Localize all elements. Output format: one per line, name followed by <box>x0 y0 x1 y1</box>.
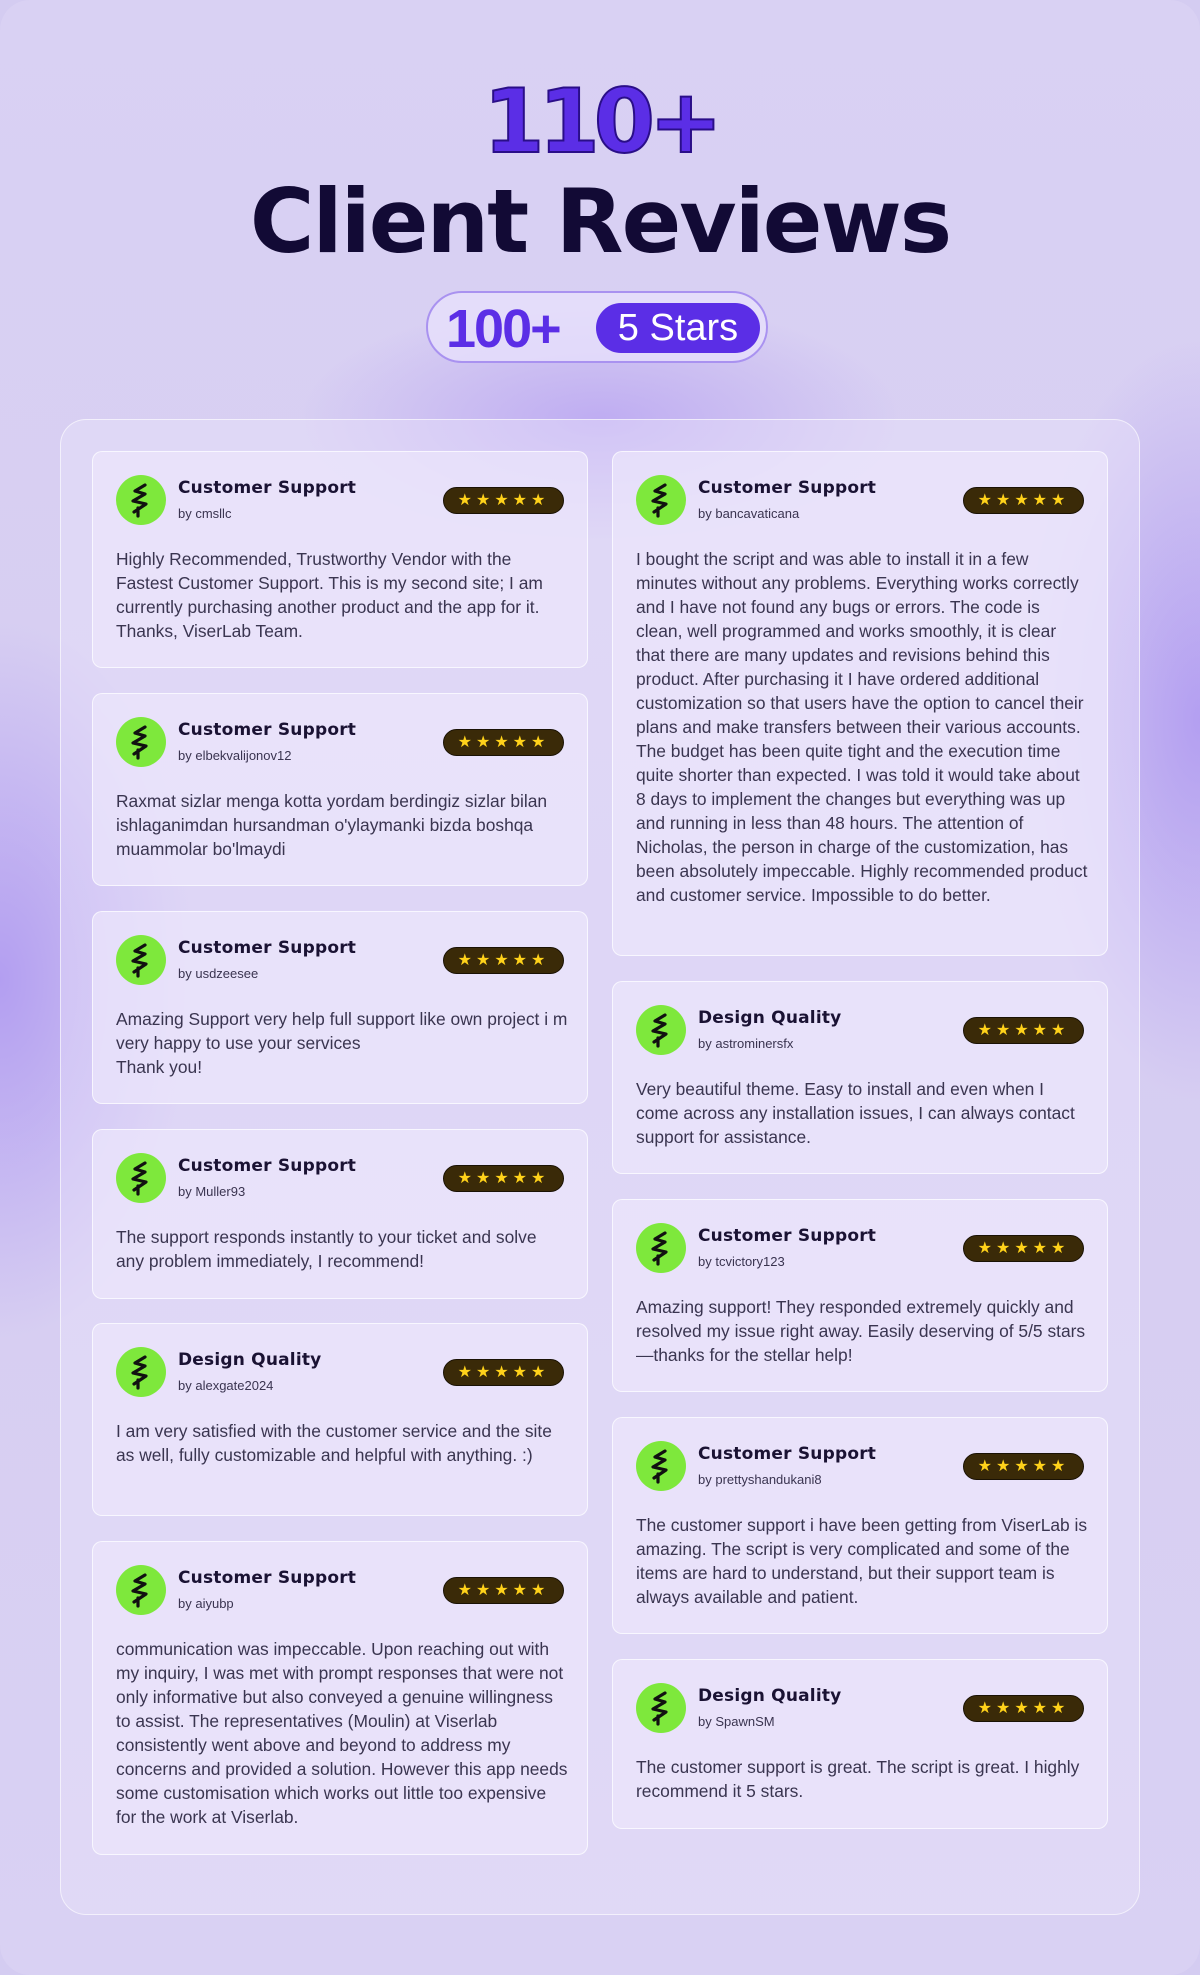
lightning-scribble-icon <box>116 475 166 525</box>
review-author: by SpawnSM <box>698 1714 775 1729</box>
review-category: Customer Support <box>698 1444 877 1464</box>
review-count: 110+ <box>483 70 717 173</box>
review-author: by astrominersfx <box>698 1036 794 1051</box>
five-star-badge: 5 Stars <box>596 303 760 353</box>
review-author: by elbekvalijonov12 <box>178 748 292 763</box>
star-rating: ★★★★★ <box>443 1359 564 1386</box>
review-category: Customer Support <box>698 1226 877 1246</box>
review-category: Customer Support <box>178 1568 357 1588</box>
star-rating: ★★★★★ <box>963 487 1084 514</box>
review-author: by tcvictory123 <box>698 1254 785 1269</box>
lightning-scribble-icon <box>116 935 166 985</box>
review-card <box>92 1323 588 1516</box>
review-author: by aiyubp <box>178 1596 234 1611</box>
review-author: by Muller93 <box>178 1184 246 1199</box>
review-text: Amazing support! They responded extremely quickly and resolved my issue right away. Easily deserving of 5/5 stars—thanks for the stellar help! <box>636 1297 1086 1365</box>
review-text: communication was impeccable. Upon reaching out with my inquiry, I was met with prompt responses that were not only informative but also conveyed a genuine willingness to assist. The representatives (Moulin) at Viserlab consistently went above and beyond to address my concerns and provided a solution. However this app needs some customisation which works out little too expensive for the work at Viserlab. <box>116 1639 568 1827</box>
review-text: Highly Recommended, Trustworthy Vendor with the Fastest Customer Support. This is my second site; I am currently purchasing another product and the app for it. Thanks, ViserLab Team. <box>116 549 543 641</box>
page-title: Client Reviews <box>249 170 951 273</box>
star-rating: ★★★★★ <box>963 1017 1084 1044</box>
lightning-scribble-icon <box>116 1347 166 1397</box>
star-rating: ★★★★★ <box>443 1577 564 1604</box>
review-card <box>92 911 588 1104</box>
lightning-scribble-icon <box>636 1223 686 1273</box>
review-card <box>612 1659 1108 1829</box>
review-category: Customer Support <box>178 938 357 958</box>
review-text: I bought the script and was able to install it in a few minutes without any problems. Everything works correctly and I have not found any bugs or errors. The code is clean, well programmed and works smoothly, it is clear that there are many updates and revisions behind this product. After purchasing it I have ordered additional customization so that users have the option to cancel their plans and make transfers between their various accounts. The budget has been quite tight and the execution time quite shorter than expected. I was told it would take about 8 days to implement the changes but everything was up and running in less than 48 hours. The attention of Nicholas, the person in charge of the customization, has been absolutely impeccable. Highly recommended product and customer service. Impossible to do better. <box>636 549 1088 905</box>
star-rating: ★★★★★ <box>963 1695 1084 1722</box>
review-card <box>92 1541 588 1855</box>
review-text: The customer support is great. The script is great. I highly recommend it 5 stars. <box>636 1757 1080 1801</box>
review-card <box>612 981 1108 1174</box>
review-text: Amazing Support very help full support like own project i m very happy to use your services Thank you! <box>116 1009 568 1077</box>
star-rating: ★★★★★ <box>443 1165 564 1192</box>
review-text: Very beautiful theme. Easy to install and even when I come across any installation issues, I can always contact support for assistance. <box>636 1079 1075 1147</box>
review-card <box>92 1129 588 1299</box>
star-rating: ★★★★★ <box>443 729 564 756</box>
review-card <box>92 693 588 886</box>
review-category: Customer Support <box>178 720 357 740</box>
star-rating: ★★★★★ <box>443 947 564 974</box>
five-star-summary <box>426 291 768 363</box>
review-text: I am very satisfied with the customer service and the site as well, fully customizable and helpful with anything. :) <box>116 1421 552 1465</box>
lightning-scribble-icon <box>116 1153 166 1203</box>
five-star-count: 100+ <box>446 299 560 359</box>
lightning-scribble-icon <box>636 475 686 525</box>
review-author: by alexgate2024 <box>178 1378 274 1393</box>
star-rating: ★★★★★ <box>963 1235 1084 1262</box>
review-card <box>92 451 588 668</box>
review-category: Design Quality <box>178 1350 322 1370</box>
review-author: by bancavaticana <box>698 506 800 521</box>
star-rating: ★★★★★ <box>963 1453 1084 1480</box>
lightning-scribble-icon <box>116 717 166 767</box>
review-author: by prettyshandukani8 <box>698 1472 822 1487</box>
review-card <box>612 1199 1108 1392</box>
lightning-scribble-icon <box>636 1683 686 1733</box>
lightning-scribble-icon <box>636 1005 686 1055</box>
lightning-scribble-icon <box>116 1565 166 1615</box>
star-rating: ★★★★★ <box>443 487 564 514</box>
lightning-scribble-icon <box>636 1441 686 1491</box>
review-card <box>612 1417 1108 1634</box>
review-text: Raxmat sizlar menga kotta yordam berdingiz sizlar bilan ishlaganimdan hursandman o'ylaymanki bizda boshqa muammolar bo'lmaydi <box>116 791 548 859</box>
review-card <box>612 451 1108 956</box>
review-text: The customer support i have been getting from ViserLab is amazing. The script is very complicated and some of the items are hard to understand, but their support team is always available and patient. <box>636 1515 1088 1607</box>
review-category: Design Quality <box>698 1686 842 1706</box>
review-category: Design Quality <box>698 1008 842 1028</box>
review-text: The support responds instantly to your ticket and solve any problem immediately, I recommend! <box>116 1227 537 1271</box>
review-author: by cmsllc <box>178 506 232 521</box>
review-category: Customer Support <box>178 1156 357 1176</box>
review-author: by usdzeesee <box>178 966 259 981</box>
review-category: Customer Support <box>698 478 877 498</box>
review-category: Customer Support <box>178 478 357 498</box>
